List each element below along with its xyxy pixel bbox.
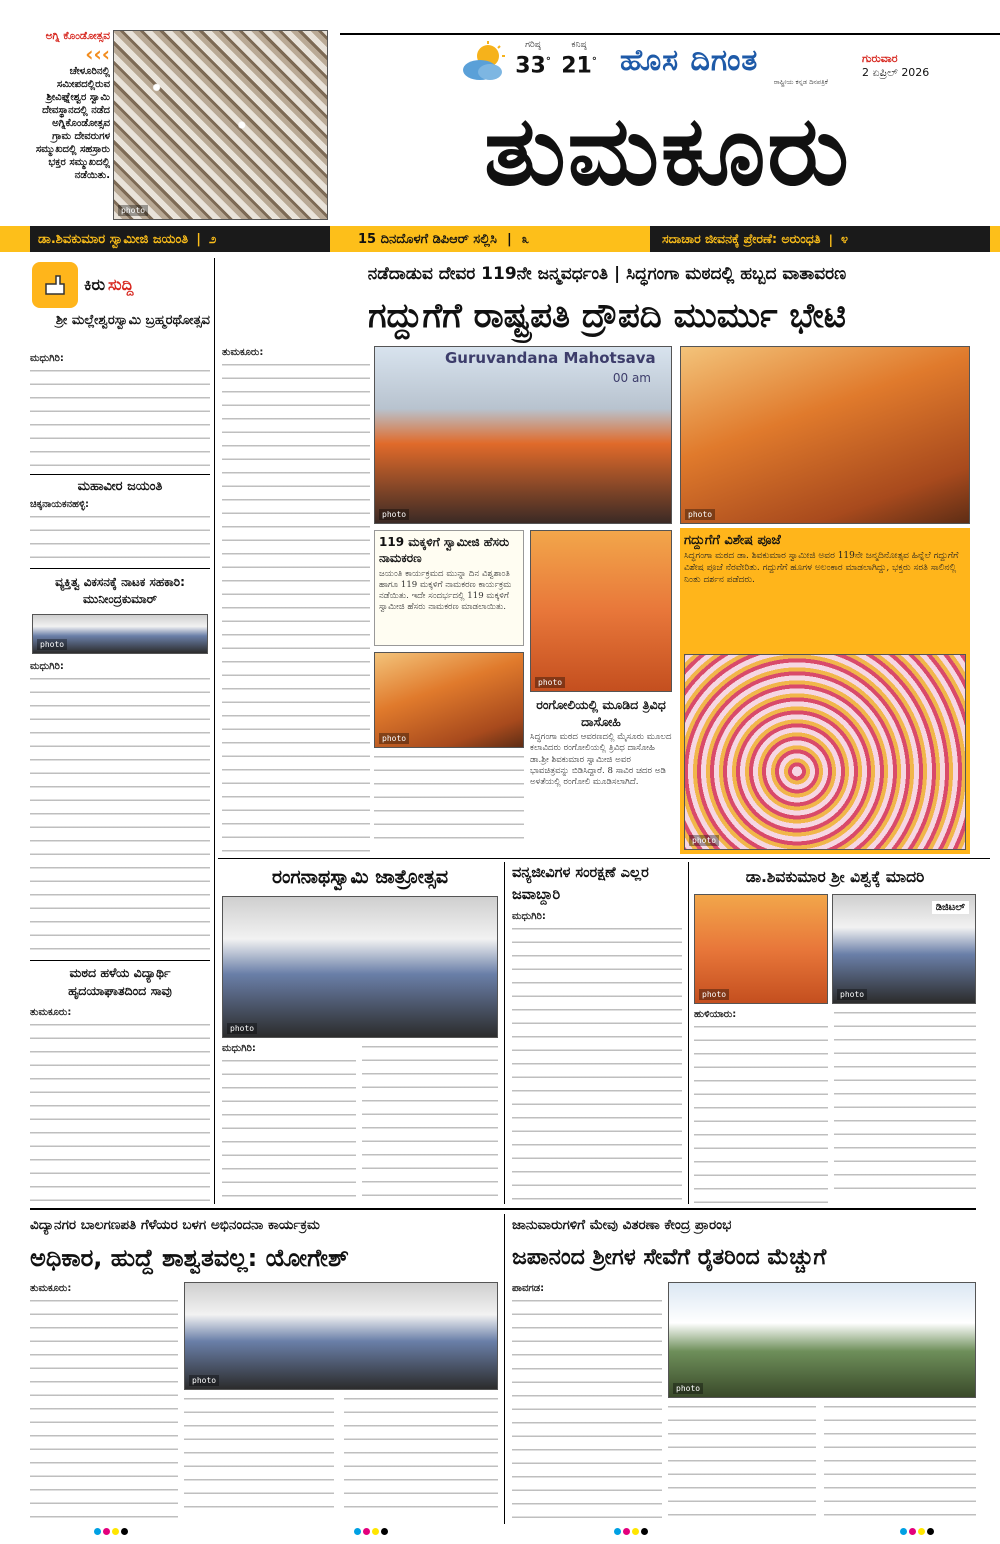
kiru-divider-3: [30, 960, 210, 961]
yogesh-body-2-text: [184, 1394, 334, 1518]
hand-pointing-icon: [32, 262, 78, 308]
kiru-item-1-title: ಶ್ರೀ ಮಲ್ಲೇಶ್ವರಸ್ವಾಮಿ ಬ್ರಹ್ಮರಥೋತ್ಸವ: [55, 313, 210, 328]
yogesh-photo-label: photo: [189, 1375, 219, 1386]
city-title: ತುಮಕೂರು: [484, 95, 851, 207]
registration-marks-center-right: [614, 1528, 654, 1538]
yogesh-body-3-text: [344, 1394, 498, 1518]
shivakumar-dateline: ಹುಳಿಯಾರು:: [694, 1009, 737, 1020]
shivakumar-body-1: [694, 1008, 828, 1204]
japananda-body-1-text: [512, 1296, 662, 1360]
kiru-item-3-photo: [32, 614, 208, 654]
teaser-2[interactable]: 15 ದಿನದೊಳಗೆ ಡಿಪಿಆರ್ ಸಲ್ಲಿಸಿ | ೩: [358, 231, 529, 247]
brand-name: ಹೊಸ ದಿಗಂತ: [620, 43, 759, 78]
bottom-section-rule: [30, 1208, 976, 1210]
mid-rule-2: [688, 862, 689, 1204]
mid-rule-1: [504, 862, 505, 1204]
chevron-left-icon: ‹‹‹: [85, 42, 110, 66]
weather-max: ಗರಿಷ್ಠ 33°: [512, 40, 554, 84]
issue-date: 2 ಏಪ್ರಿಲ್ 2026: [862, 66, 930, 79]
ranganatha-headline: ರಂಗನಾಥಸ್ವಾಮಿ ಜಾತ್ರೋತ್ಸವ: [271, 866, 449, 888]
shivakumar-photo-1: [694, 894, 828, 1004]
wildlife-body: [512, 910, 682, 1204]
weather-max-value: 33: [515, 53, 546, 79]
lead-photo-portrait-label: photo: [535, 677, 565, 688]
weather-max-label: ಗರಿಷ್ಠ: [525, 40, 541, 50]
special-puja-box: [680, 528, 970, 854]
shivakumar-body-1-text: [694, 1022, 828, 1204]
naming-title: 119 ಮಕ್ಕಳಿಗೆ ಸ್ವಾಮೀಜಿ ಹೆಸರು ನಾಮಕರಣ: [379, 535, 510, 565]
bottom-mid-rule: [504, 1214, 505, 1524]
teaser-2-page: ೩: [521, 231, 529, 247]
yogesh-body-1: [30, 1282, 178, 1522]
japananda-headline: ಜಪಾನಂದ ಶ್ರೀಗಳ ಸೇವೆಗೆ ರೈತರಿಂದ ಮೆಚ್ಚುಗೆ: [512, 1245, 827, 1270]
wildlife-body-text: [512, 924, 682, 1204]
teaser-2-text: 15 ದಿನದೊಳಗೆ ಡಿಪಿಆರ್ ಸಲ್ಲಿಸಿ: [358, 231, 497, 247]
rangoli-text: ಸಿದ್ಧಗಂಗಾ ಮಠದ ಆವರಣದಲ್ಲಿ ಮೈಸೂರು ಮೂಲದ ಕಲಾವಿದರು ರಂಗೋಲಿಯಲ್ಲಿ ತ್ರಿವಿಧ ದಾಸೋಹಿ ಡಾ.ಶ್ರೀ ಶಿವಕುಮಾರ ಸ್ವಾಮೀಜಿ ಅವರ ಭಾವಚಿತ್ರವನ್ನು ಬಿಡಿಸಿದ್ದಾರೆ. 8 ಸಾವಿರ ಚದರ ಅಡಿ ಅಳತೆಯಲ್ಲಿ ರಂಗೋಲಿ ಮೂಡಿಸಲಾಗಿದೆ.: [530, 732, 672, 788]
lead-photo-children: [374, 652, 524, 748]
japananda-body-2: [512, 1364, 662, 1522]
kiru-item-4-text: [30, 1020, 210, 1202]
shivakumar-body-2: [834, 1008, 976, 1204]
kiru-divider-2: [30, 568, 210, 569]
kiru-label-a: ಕಿರು: [84, 275, 106, 294]
weather-min-value: 21: [561, 53, 592, 79]
ranganatha-body-1: [222, 1042, 356, 1204]
naming-box: [374, 530, 524, 646]
lead-body-col-2-lower: [374, 752, 524, 852]
shivakumar-headline: ಡಾ.ಶಿವಕುಮಾರ ಶ್ರೀ ವಿಶ್ವಕ್ಕೆ ಮಾದರಿ: [745, 868, 925, 886]
shivakumar-body-2-text: [834, 1008, 976, 1200]
ranganatha-photo: [222, 896, 498, 1038]
teaser-3[interactable]: ಸದಾಚಾರ ಜೀವನಕ್ಕೆ ಪ್ರೇರಣೆ: ಅರುಂಧತಿ | ೪: [650, 226, 990, 252]
lead-headline: ಗದ್ದುಗೆಗೆ ರಾಷ್ಟ್ರಪತಿ ದ್ರೌಪದಿ ಮುರ್ಮು ಭೇಟಿ: [368, 296, 846, 336]
corner-photo-crowd: [113, 30, 328, 220]
ranganatha-body-2-text: [362, 1042, 498, 1200]
japananda-body-3-text: [668, 1402, 816, 1518]
ranganatha-photo-label: photo: [227, 1023, 257, 1034]
japananda-body-3: [668, 1402, 816, 1522]
lead-body-col-2-lower-text: [374, 752, 524, 848]
lead-photo-stage: [374, 346, 672, 524]
corner-brief: [30, 30, 110, 220]
yogesh-photo: [184, 1282, 498, 1390]
corner-tag: ಅಗ್ನಿ ಕೊಂಡೋತ್ಸವ: [45, 30, 110, 42]
kiru-divider-1: [30, 474, 210, 475]
kiru-item-3-body: [30, 660, 210, 958]
teaser-1-text: ಡಾ.ಶಿವಕುಮಾರ ಸ್ವಾಮೀಜಿ ಜಯಂತಿ: [38, 231, 189, 247]
shop-sign: ಡಿಜಿಟಲ್: [932, 901, 969, 914]
shivakumar-photo-2-label: photo: [837, 989, 867, 1000]
stage-banner-text: Guruvandana Mahotsava: [445, 349, 656, 367]
lead-kicker: ನಡೆದಾಡುವ ದೇವರ 119ನೇ ಜನ್ಮವರ್ಧಂತಿ | ಸಿದ್ಧಗಂಗಾ ಮಠದಲ್ಲಿ ಹಬ್ಬದ ವಾತಾವರಣ: [367, 264, 847, 284]
teaser-3-text: ಸದಾಚಾರ ಜೀವನಕ್ಕೆ ಪ್ರೇರಣೆ: ಅರುಂಧತಿ: [662, 231, 821, 246]
ranganatha-body-2: [362, 1042, 498, 1204]
lead-photo-stage-label: photo: [379, 509, 409, 520]
sun-cloud-icon: [460, 40, 508, 84]
shivakumar-photo-1-label: photo: [699, 989, 729, 1000]
lead-photo-children-label: photo: [379, 733, 409, 744]
lead-body-col-1-text: [222, 360, 370, 860]
kiru-item-1-text: [30, 366, 210, 478]
lead-dateline: ತುಮಕೂರು:: [222, 347, 264, 358]
special-puja-photo: [684, 654, 966, 850]
japananda-kicker: ಜಾನುವಾರುಗಳಿಗೆ ಮೇವು ವಿತರಣಾ ಕೇಂದ್ರ ಪ್ರಾರಂಭ: [512, 1217, 732, 1233]
registration-marks-center-left: [354, 1528, 394, 1538]
yogesh-body-1-text: [30, 1296, 178, 1522]
registration-marks-right: [900, 1528, 940, 1538]
kiru-item-2-body: [30, 498, 210, 566]
issue-day: ಗುರುವಾರ: [862, 52, 898, 65]
shivakumar-photo-2: [832, 894, 976, 1004]
japananda-body-1: [512, 1282, 662, 1360]
brand-tagline: ರಾಷ್ಟ್ರೀಯ ಕನ್ನಡ ದಿನಪತ್ರಿಕೆ: [773, 78, 828, 86]
yogesh-dateline: ತುಮಕೂರು:: [30, 1283, 72, 1294]
kiru-item-1-dateline: ಮಧುಗಿರಿ:: [30, 353, 64, 364]
left-column-rule: [214, 258, 215, 1204]
weather-min: ಕನಿಷ್ಠ 21°: [558, 40, 600, 84]
rangoli-box: [530, 696, 672, 856]
yogesh-body-2: [184, 1394, 334, 1522]
yogesh-headline: ಅಧಿಕಾರ, ಹುದ್ದೆ ಶಾಶ್ವತವಲ್ಲ: ಯೋಗೇಶ್: [30, 1244, 349, 1272]
kiru-item-2-dateline: ಚಿಕ್ಕನಾಯಕನಹಳ್ಳಿ:: [30, 499, 90, 510]
wildlife-headline: ವನ್ಯಜೀವಿಗಳ ಸಂರಕ್ಷಣೆ ಎಲ್ಲರ ಜವಾಬ್ದಾರಿ: [512, 865, 649, 903]
lead-body-col-1: [222, 346, 370, 866]
japananda-body-4: [824, 1402, 976, 1522]
special-puja-photo-label: photo: [689, 835, 719, 846]
japananda-body-2-text: [512, 1364, 662, 1518]
masthead-top-rule: [340, 33, 1000, 35]
weather-min-label: ಕನಿಷ್ಠ: [571, 40, 587, 50]
stage-time: 00 am: [612, 371, 651, 385]
rangoli-title: ರಂಗೋಲಿಯಲ್ಲಿ ಮೂಡಿದ ತ್ರಿವಿಧ ದಾಸೋಹಿ: [536, 697, 666, 729]
japananda-dateline: ಪಾವಗಡ:: [512, 1283, 545, 1294]
special-puja-text: ಸಿದ್ಧಗಂಗಾ ಮಠದ ಡಾ. ಶಿವಕುಮಾರ ಸ್ವಾಮೀಜಿ ಅವರ 119ನೇ ಜನ್ಮದಿನೋತ್ಸವ ಹಿನ್ನೆಲೆ ಗದ್ದುಗೆಗೆ ವಿಶೇಷ ಪೂಜೆ ನೆರವೇರಿತು. ಗದ್ದುಗೆಗೆ ಹೂಗಳ ಅಲಂಕಾರ ಮಾಡಲಾಗಿದ್ದು, ಭಕ್ತರು ಸರತಿ ಸಾಲಿನಲ್ಲಿ ನಿಂತು ದರ್ಶನ ಪಡೆದರು.: [684, 551, 959, 585]
teaser-1-page: ೨: [208, 231, 217, 247]
naming-text: ಜಯಂತಿ ಕಾರ್ಯಕ್ರಮದ ಮುನ್ನಾ ದಿನ ವಿಶ್ವಶಾಂತಿ ಹಾಗೂ 119 ಮಕ್ಕಳಿಗೆ ನಾಮಕರಣ ಕಾರ್ಯಕ್ರಮ ನಡೆಯಿತು. ಇದೇ ಸಂದರ್ಭದಲ್ಲಿ 119 ಮಕ್ಕಳಿಗೆ ಸ್ವಾಮೀಜಿ ಹೆಸರು ನಾಮಕರಣ ಮಾಡಲಾಯಿತು.: [379, 569, 512, 612]
kiru-item-4-dateline: ತುಮಕೂರು:: [30, 1007, 72, 1018]
special-puja-title: ಗದ್ದುಗೆಗೆ ವಿಶೇಷ ಪೂಜೆ: [684, 533, 781, 548]
corner-caption: ಚೇಳೂರಿನಲ್ಲಿ ಸಮೀಪದಲ್ಲಿರುವ ಶ್ರೀವಿಘ್ನೇಶ್ವರ ಸ್ವಾಮಿ ದೇವಸ್ಥಾನದಲ್ಲಿ ನಡೆದ ಅಗ್ನಿಕೊಂಡೋತ್ಸವ ಗ್ರಾಮ ದೇವರುಗಳ ಸಮ್ಮುಖದಲ್ಲಿ ಸಹಸ್ರಾರು ಭಕ್ತರ ಸಮ್ಮುಖದಲ್ಲಿ ನಡೆಯಿತು.: [35, 66, 110, 181]
issue-info: [862, 52, 992, 86]
kiru-item-1-body: [30, 352, 210, 478]
japananda-photo: [668, 1282, 976, 1398]
kiru-item-3-text: [30, 674, 210, 958]
kiru-item-3-dateline: ಮಧುಗಿರಿ:: [30, 661, 64, 672]
kiru-item-4-title: ಮಠದ ಹಳೆಯ ವಿದ್ಯಾರ್ಥಿ ಹೃದಯಾಘಾತದಿಂದ ಸಾವು: [68, 965, 172, 998]
kiru-item-3-photo-label: photo: [37, 639, 67, 650]
lead-photo-portrait: [530, 530, 672, 692]
japananda-body-4-text: [824, 1402, 976, 1518]
ranganatha-body-1-text: [222, 1056, 356, 1204]
japananda-photo-label: photo: [673, 1383, 703, 1394]
wildlife-dateline: ಮಧುಗಿರಿ:: [512, 911, 546, 922]
registration-marks-left: [94, 1528, 134, 1538]
lead-photo-procession: [680, 346, 970, 524]
lead-bottom-rule: [218, 858, 990, 859]
kiru-label: [84, 268, 194, 302]
kiru-item-3-title: ವ್ಯಕ್ತಿತ್ವ ವಿಕಸನಕ್ಕೆ ನಾಟಕ ಸಹಕಾರಿ: ಮುನೀಂದ್ರಕುಮಾರ್: [55, 575, 185, 606]
teaser-1[interactable]: ಡಾ.ಶಿವಕುಮಾರ ಸ್ವಾಮೀಜಿ ಜಯಂತಿ | ೨: [30, 226, 330, 252]
teaser-3-page: ೪: [841, 231, 849, 246]
kiru-item-2-text: [30, 512, 210, 566]
kiru-item-2-title: ಮಹಾವೀರ ಜಯಂತಿ: [77, 479, 163, 494]
lead-photo-procession-label: photo: [685, 509, 715, 520]
corner-photo-label: photo: [118, 205, 148, 216]
yogesh-kicker: ವಿದ್ಯಾನಗರ ಬಾಲಗಣಪತಿ ಗೆಳೆಯರ ಬಳಗ ಅಭಿನಂದನಾ ಕಾರ್ಯಕ್ರಮ: [30, 1217, 320, 1233]
ranganatha-dateline: ಮಧುಗಿರಿ:: [222, 1043, 256, 1054]
stage-banner: [445, 349, 656, 367]
kiru-label-b: ಸುದ್ದಿ: [108, 275, 134, 294]
yogesh-body-3: [344, 1394, 498, 1522]
kiru-item-4-body: [30, 1006, 210, 1202]
